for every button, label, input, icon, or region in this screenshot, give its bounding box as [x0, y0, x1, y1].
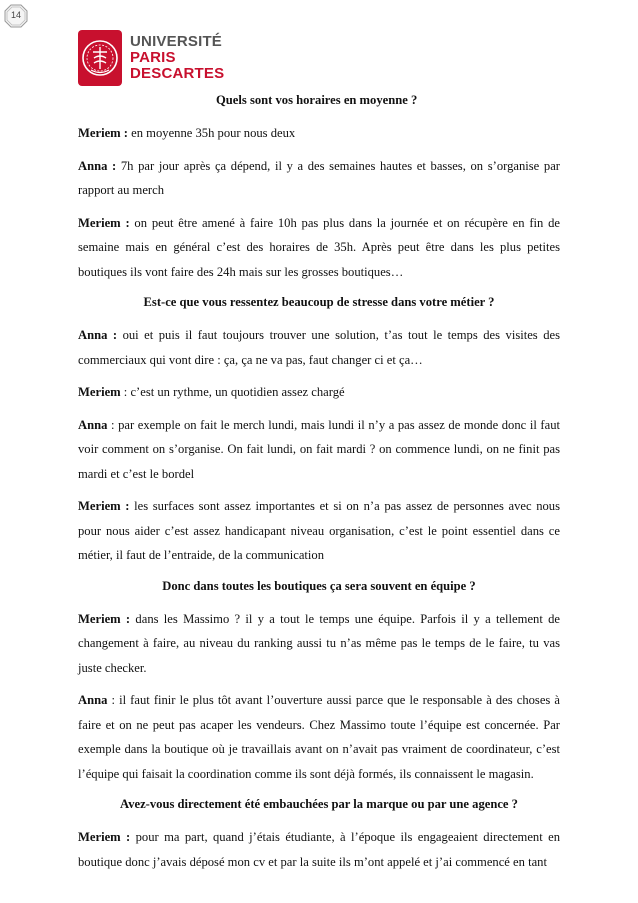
answer-paragraph — [78, 211, 560, 285]
page-number-badge — [4, 4, 28, 28]
logo-line-descartes: DESCARTES — [130, 65, 225, 82]
speaker-name: Anna : — [78, 328, 118, 342]
answer-paragraph — [78, 154, 560, 203]
answer-text: dans les Massimo ? il y a tout le temps une équipe. Parfois il y a tellement de changement à faire, au niveau du ranking aussi tu n’as même pas le temps de le faire, tu vas juste checker. — [78, 611, 560, 675]
answer-text: les surfaces sont assez importantes et si on n’a pas assez de personnes avec nous pour nous aider c’est assez handicapant niveau organisation, c’est le point essentiel dans ce métier, il faut de l’entraide, de la communication — [78, 499, 560, 562]
university-logo-text — [130, 34, 224, 82]
answer-paragraph — [78, 607, 560, 681]
answer-text: 7h par jour après ça dépend, il y a des semaines hautes et basses, on s’organise par rapport au merch — [78, 158, 560, 197]
answer-paragraph — [78, 121, 560, 146]
speaker-name: Meriem : — [78, 611, 131, 626]
answer-paragraph — [78, 413, 560, 487]
page-number: 14 — [10, 10, 21, 20]
speaker-name: Meriem : — [78, 499, 130, 513]
answer-text: on peut être amené à faire 10h pas plus dans la journée et on récupère en fin de semaine mais en général c’est des horaires de 35h. Après peut être dans les plus petites boutiques ils vont faire des 24h mais sur les grosses boutiques… — [78, 215, 560, 279]
university-seal-icon — [78, 30, 122, 86]
speaker-name: Meriem — [78, 385, 121, 399]
answer-text: : c’est un rythme, un quotidien assez chargé — [120, 385, 345, 399]
logo-line-universite: UNIVERSITÉ — [130, 33, 223, 50]
speaker-name: Meriem : — [78, 215, 130, 230]
answer-paragraph — [78, 323, 560, 372]
speaker-name: Anna — [78, 693, 108, 707]
answer-text: : par exemple on fait le merch lundi, mais lundi il n’y a pas assez de monde donc il faut voir comment on s’organise. On fait lundi, on fait mardi ? on commence lundi, on ne finit pas mardi et c’est le bordel — [78, 417, 560, 481]
speaker-name: Meriem : — [78, 126, 128, 140]
speaker-name: Anna : — [78, 158, 117, 173]
university-logo — [78, 30, 224, 86]
answer-text: en moyenne 35h pour nous deux — [128, 126, 296, 140]
speaker-name: Meriem : — [78, 830, 131, 844]
interview-transcript — [78, 90, 560, 882]
answer-paragraph — [78, 825, 560, 874]
answer-text: oui et puis il faut toujours trouver une solution, t’as tout le temps des visites des commerciaux qui vont dire : ça, ça ne va pas, faut changer ci et ça… — [78, 328, 560, 367]
answer-paragraph — [78, 380, 560, 405]
question-heading: Quels sont vos horaires en moyenne ? — [216, 93, 418, 107]
answer-text: : il faut finir le plus tôt avant l’ouverture aussi parce que le responsable à des choses à faire et on ne peut pas acaper les vendeurs. Chez Massimo toute l’équipe est concernée. Par exemple dans la boutique où je travaillais avant on n’avait pas vraiment de coordinateur, c’est l’équipe qui faisait la coordination comme ils sont déjà formés, ils connaissent le magasin. — [78, 693, 560, 781]
speaker-name: Anna — [78, 417, 108, 432]
answer-paragraph — [78, 494, 560, 568]
question-heading: Avez-vous directement été embauchées par la marque ou par une agence ? — [120, 797, 518, 811]
answer-paragraph — [78, 688, 560, 786]
question-heading: Donc dans toutes les boutiques ça sera souvent en équipe ? — [162, 578, 476, 593]
logo-line-paris: PARIS — [130, 49, 176, 66]
question-heading: Est-ce que vous ressentez beaucoup de stresse dans votre métier ? — [143, 295, 495, 309]
answer-text: pour ma part, quand j’étais étudiante, à l’époque ils engageaient directement en boutique donc j’avais déposé mon cv et par la suite ils m’ont appelé et j’ai commencé en tant — [78, 830, 560, 869]
